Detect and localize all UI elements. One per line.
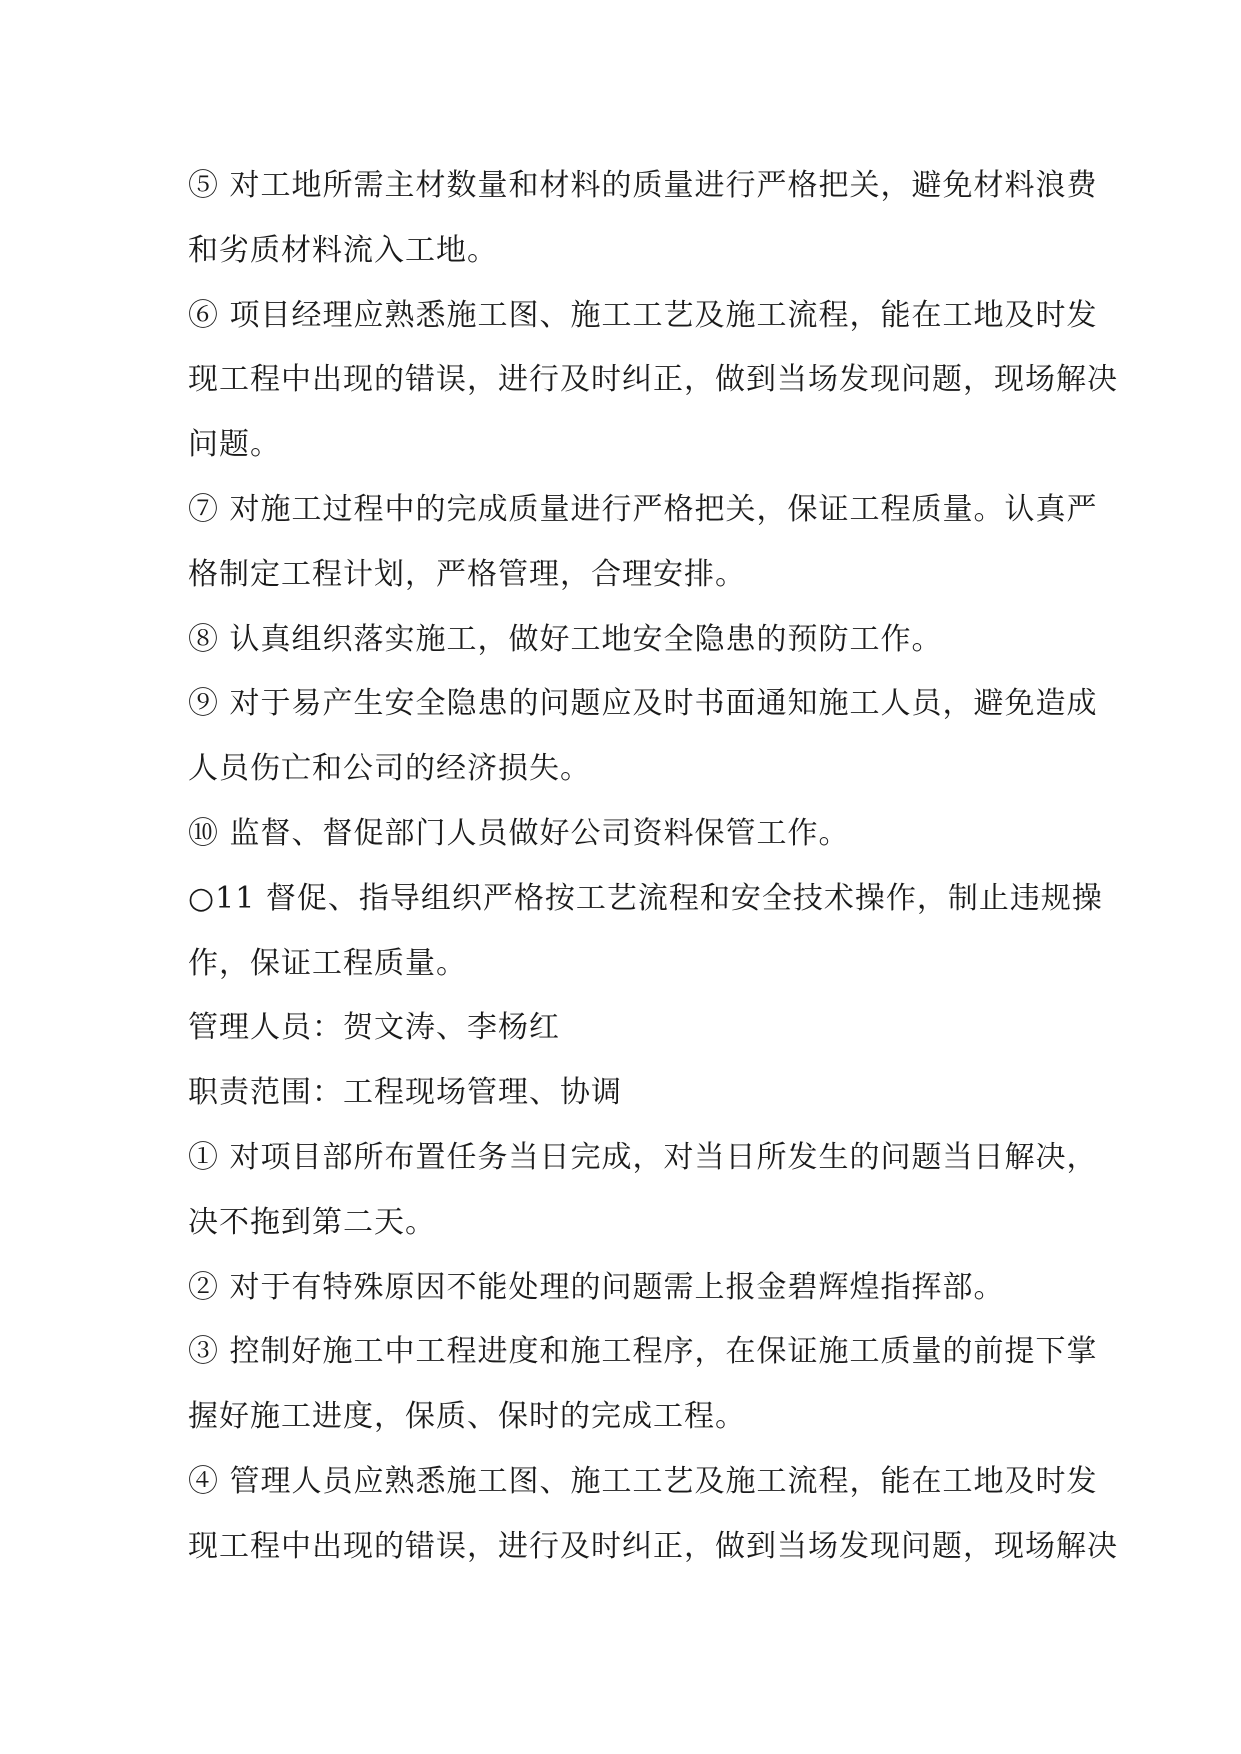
text-line-item9-cont: 人员伤亡和公司的经济损失。: [188, 751, 591, 787]
text-line-item8: ⑧ 认真组织落实施工，做好工地安全隐患的预防工作。: [188, 621, 943, 657]
text-line-item2: ② 对于有特殊原因不能处理的问题需上报金碧辉煌指挥部。: [188, 1269, 1005, 1305]
document-body: [188, 154, 1118, 1580]
text-line-item4: ④ 管理人员应熟悉施工图、施工工艺及施工流程，能在工地及时发: [188, 1463, 1098, 1499]
text-line-item1: ① 对项目部所布置任务当日完成，对当日所发生的问题当日解决，: [188, 1139, 1098, 1175]
text-line-item6: ⑥ 项目经理应熟悉施工图、施工工艺及施工流程，能在工地及时发: [188, 297, 1098, 333]
text-line-item5: ⑤ 对工地所需主材数量和材料的质量进行严格把关，避免材料浪费: [188, 168, 1098, 203]
text-line-item11: ○11 督促、指导组织严格按工艺流程和安全技术操作，制止违规操: [188, 880, 1103, 916]
text-line-item5-cont: 和劣质材料流入工地。: [188, 232, 498, 268]
text-line-item9: ⑨ 对于易产生安全隐患的问题应及时书面通知施工人员，避免造成: [188, 686, 1098, 722]
text-line-managers: 管理人员：贺文涛、李杨红: [188, 1010, 560, 1046]
text-line-item6-cont-1: 现工程中出现的错误，进行及时纠正，做到当场发现问题，现场解决: [188, 362, 1118, 398]
text-line-item4-cont: 现工程中出现的错误，进行及时纠正，做到当场发现问题，现场解决: [188, 1528, 1118, 1564]
text-line-item10: ⑩ 监督、督促部门人员做好公司资料保管工作。: [188, 815, 850, 851]
text-line-item11-cont: 作，保证工程质量。: [188, 945, 467, 981]
text-line-item7: ⑦ 对施工过程中的完成质量进行严格把关，保证工程质量。认真严: [188, 491, 1098, 527]
text-line-item3: ③ 控制好施工中工程进度和施工程序，在保证施工质量的前提下掌: [188, 1334, 1098, 1370]
text-line-item3-cont: 握好施工进度，保质、保时的完成工程。: [188, 1399, 746, 1435]
text-line-item1-cont: 决不拖到第二天。: [188, 1204, 436, 1240]
text-line-item7-cont: 格制定工程计划，严格管理，合理安排。: [188, 556, 746, 592]
text-line-item6-cont-2: 问题。: [188, 427, 281, 463]
text-line-scope: 职责范围：工程现场管理、协调: [188, 1075, 622, 1111]
